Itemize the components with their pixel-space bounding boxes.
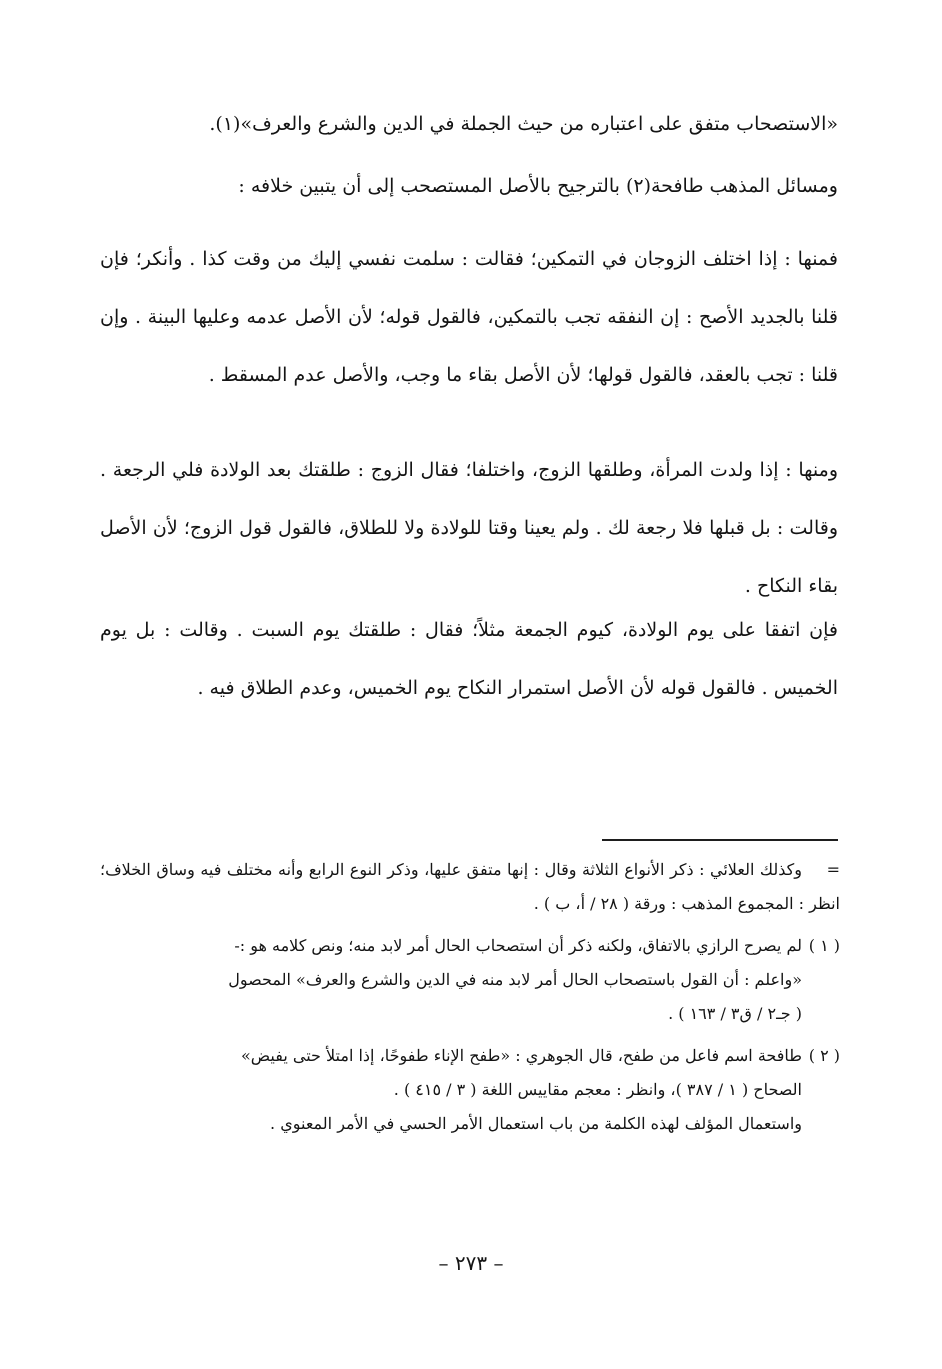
quote-line: «الاستصحاب متفق على اعتباره من حيث الجملة في الدين والشرع والعرف»(١). bbox=[209, 113, 838, 135]
footnote-2-reference: الصحاح ( ١ / ٣٨٧ )، وانظر : معجم مقاييس اللغة ( ٣ / ٤١٥ ) . bbox=[393, 1080, 802, 1099]
footnotes bbox=[100, 853, 840, 1141]
footnote-1-mark: ( ١ ) bbox=[808, 936, 840, 955]
footnote-2-text: طافحة اسم فاعل من طفح، قال الجوهري : «طفح الإناء طفوحًا، إذا امتلأ حتى يفيض» bbox=[241, 1046, 802, 1065]
footnote-continued-text: وكذلك العلائي : ذكر الأنواع الثلاثة وقال : إنها متفق عليها، وذكر النوع الرابع وأنه مختلف فيه وساق الخلاف؛ انظر : المجموع المذهب : ورقة ( ٢٨ / أ، ب ) . bbox=[100, 860, 840, 913]
footnote-2 bbox=[100, 1039, 840, 1073]
paragraph-1: فمنها : إذا اختلف الزوجان في التمكين؛ فقالت : سلمت نفسي إليك من وقت كذا . وأنكر؛ فإن قلنا بالجديد الأصح : إن النفقه تجب بالتمكين، فالقول قوله؛ لأن الأصل عدمه وعليها البينة . وإن قلنا : تجب بالعقد، فالقول قولها؛ لأن الأصل بقاء ما وجب، والأصل عدم المسقط . bbox=[100, 248, 838, 386]
footnote-2-extra: واستعمال المؤلف لهذه الكلمة من باب استعمال الأمر الحسي في الأمر المعنوي . bbox=[270, 1114, 802, 1133]
footnote-separator bbox=[602, 839, 838, 841]
intro-line: ومسائل المذهب طافحة(٢) بالترجيح بالأصل المستصحب إلى أن يتبين خلافه : bbox=[238, 175, 838, 197]
footnote-2-mark: ( ٢ ) bbox=[808, 1046, 840, 1065]
footnote-1-reference: ( جـ٢ / ق٣ / ١٦٣ ) . bbox=[668, 1004, 802, 1023]
footnote-1-quote: «واعلم : أن القول باستصحاب الحال أمر لابد منه في الدين والشرع والعرف» المحصول bbox=[228, 970, 802, 989]
footnote-1-text: لم يصرح الرازي بالاتفاق، ولكنه ذكر أن استصحاب الحال أمر لابد منه؛ ونص كلامه هو :- bbox=[234, 936, 802, 955]
paragraph-3: فإن اتفقا على يوم الولادة، كيوم الجمعة مثلاً؛ فقال : طلقتك يوم السبت . وقالت : بل يوم الخميس . فالقول قوله لأن الأصل استمرار النكاح يوم الخميس، وعدم الطلاق فيه . bbox=[100, 619, 838, 699]
paragraph-2: ومنها : إذا ولدت المرأة، وطلقها الزوج، واختلفا؛ فقال الزوج : طلقتك بعد الولادة فلي الرجعة . وقالت : بل قبلها فلا رجعة لك . ولم يعينا وقتا للولادة ولا للطلاق، فالقول قول الزوج؛ لأن الأصل بقاء النكاح . bbox=[100, 459, 838, 597]
footnote-1 bbox=[100, 929, 840, 963]
footnote-continued bbox=[100, 853, 840, 921]
page-number: – ٢٧٣ – bbox=[438, 1251, 504, 1275]
footnote-continued-mark: = bbox=[826, 860, 840, 879]
